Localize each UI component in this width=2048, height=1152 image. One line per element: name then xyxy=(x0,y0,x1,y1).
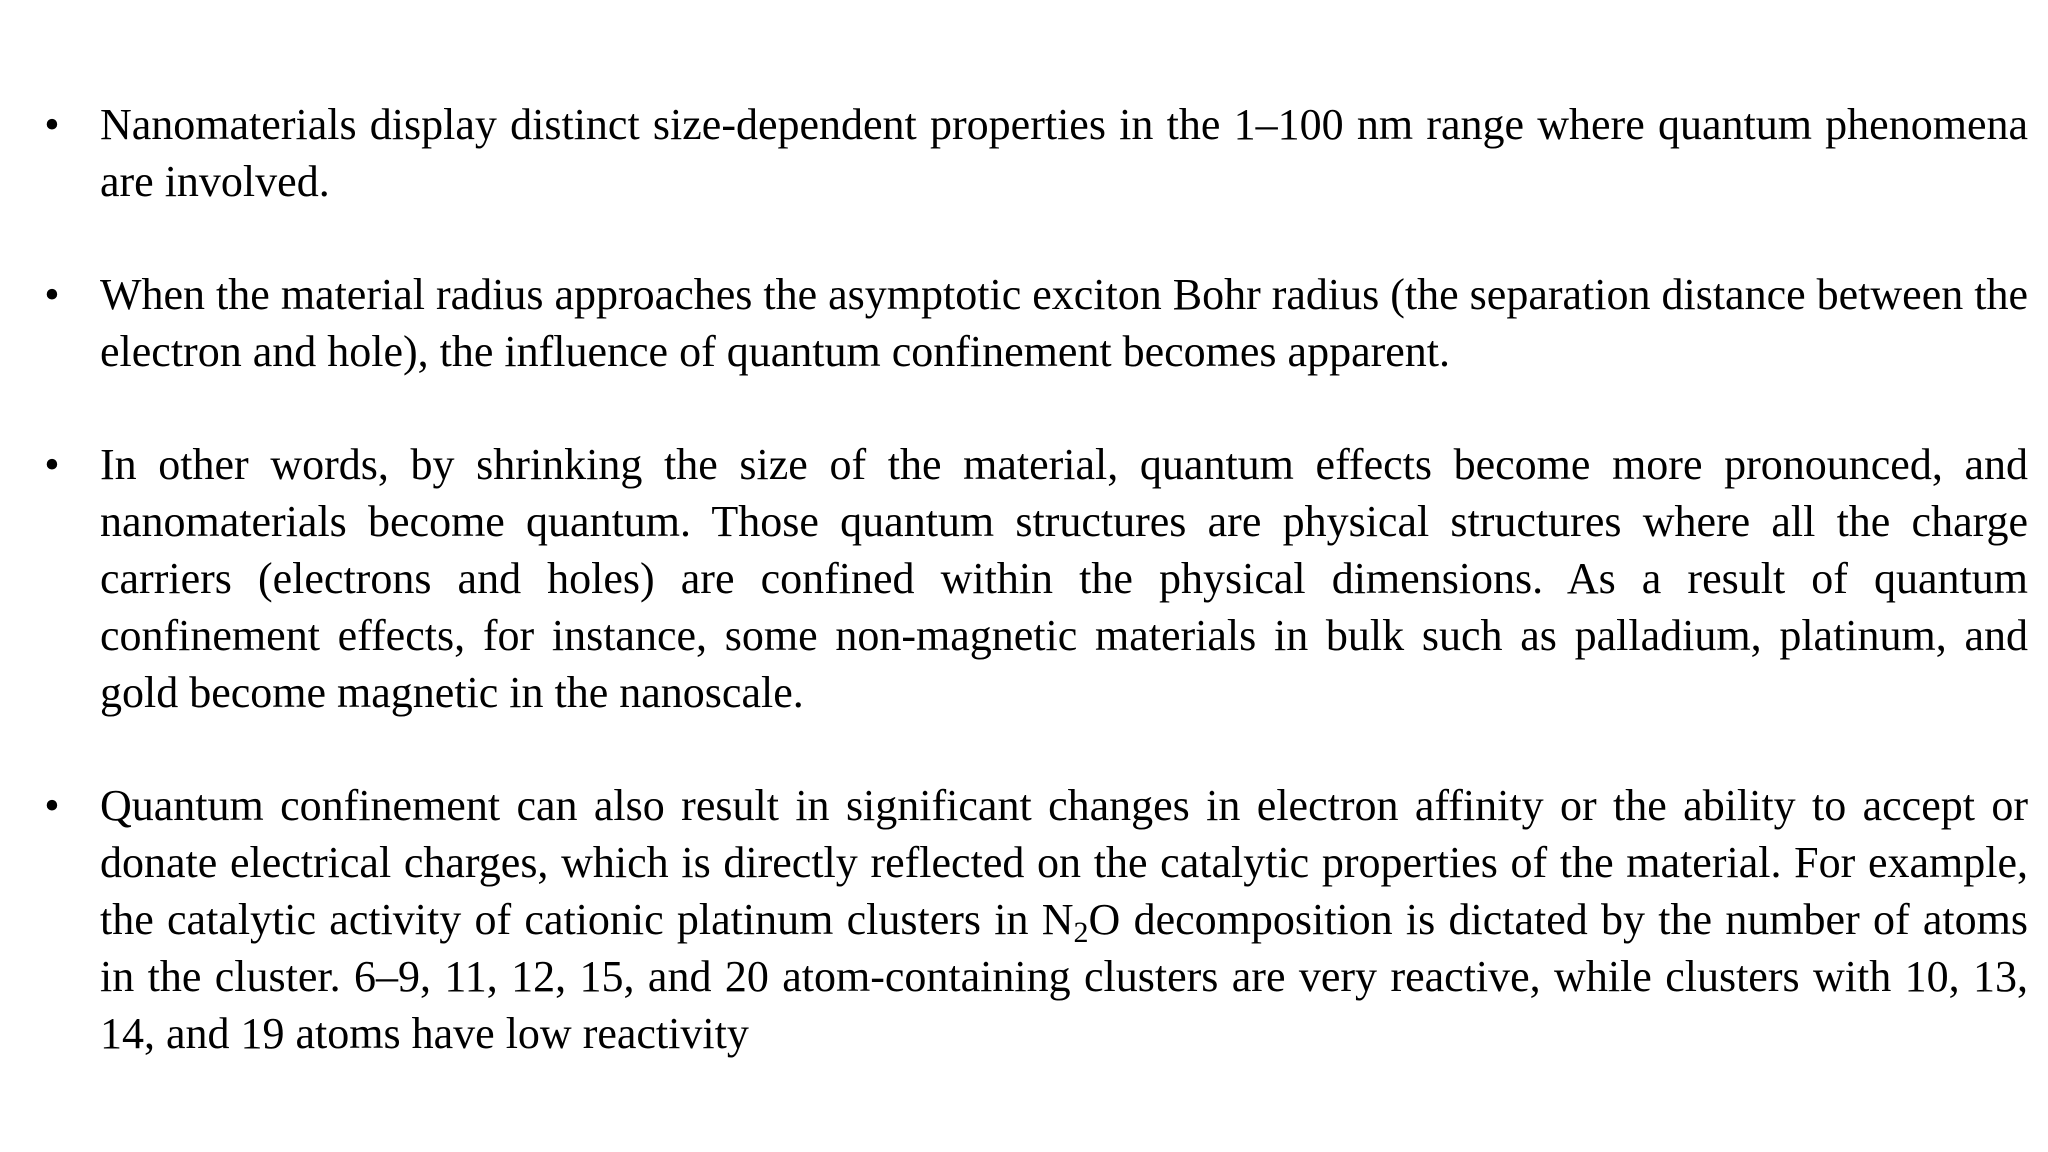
subscript: 2 xyxy=(1073,916,1089,949)
bullet-dot: • xyxy=(44,440,60,489)
bullet-dot: • xyxy=(44,100,60,149)
bullet-dot: • xyxy=(44,781,60,830)
bullet-dot: • xyxy=(44,270,60,319)
bullet-item-2 xyxy=(40,266,2028,380)
bullet-text xyxy=(100,777,2028,1062)
bullet-text: When the material radius approaches the asymptotic exciton Bohr radius (the separation distance between the electron and hole), the influence of quantum confinement becomes apparent. xyxy=(100,270,2028,376)
bullet-text: In other words, by shrinking the size of the material, quantum effects become more pronounced, and nanomaterials become quantum. Those quantum structures are physical structures where all the charge carriers (electrons and holes) are confined within the physical dimensions. As a result of quantum confinement effects, for instance, some non-magnetic materials in bulk such as palladium, platinum, and gold become magnetic in the nanoscale. xyxy=(100,440,2028,717)
text-after-subscript: O decomposition is dictated by the number of atoms in the cluster. 6–9, 11, 12, 15, and 20 atom-containing clusters are very reactive, while clusters with 10, 13, 14, and 19 atoms have low reactivity xyxy=(100,895,2028,1058)
bullet-item-4 xyxy=(40,777,2028,1062)
bullet-text: Nanomaterials display distinct size-dependent properties in the 1–100 nm range where quantum phenomena are involved. xyxy=(100,100,2028,206)
bullet-item-3 xyxy=(40,436,2028,721)
text-before-subscript: Quantum confinement can also result in significant changes in electron affinity or the ability to accept or donate electrical charges, which is directly reflected on the catalytic properties of the material. For example, the catalytic activity of cationic platinum clusters in N xyxy=(100,781,2028,944)
bullet-item-1 xyxy=(40,96,2028,210)
bullet-list xyxy=(40,96,2028,1062)
